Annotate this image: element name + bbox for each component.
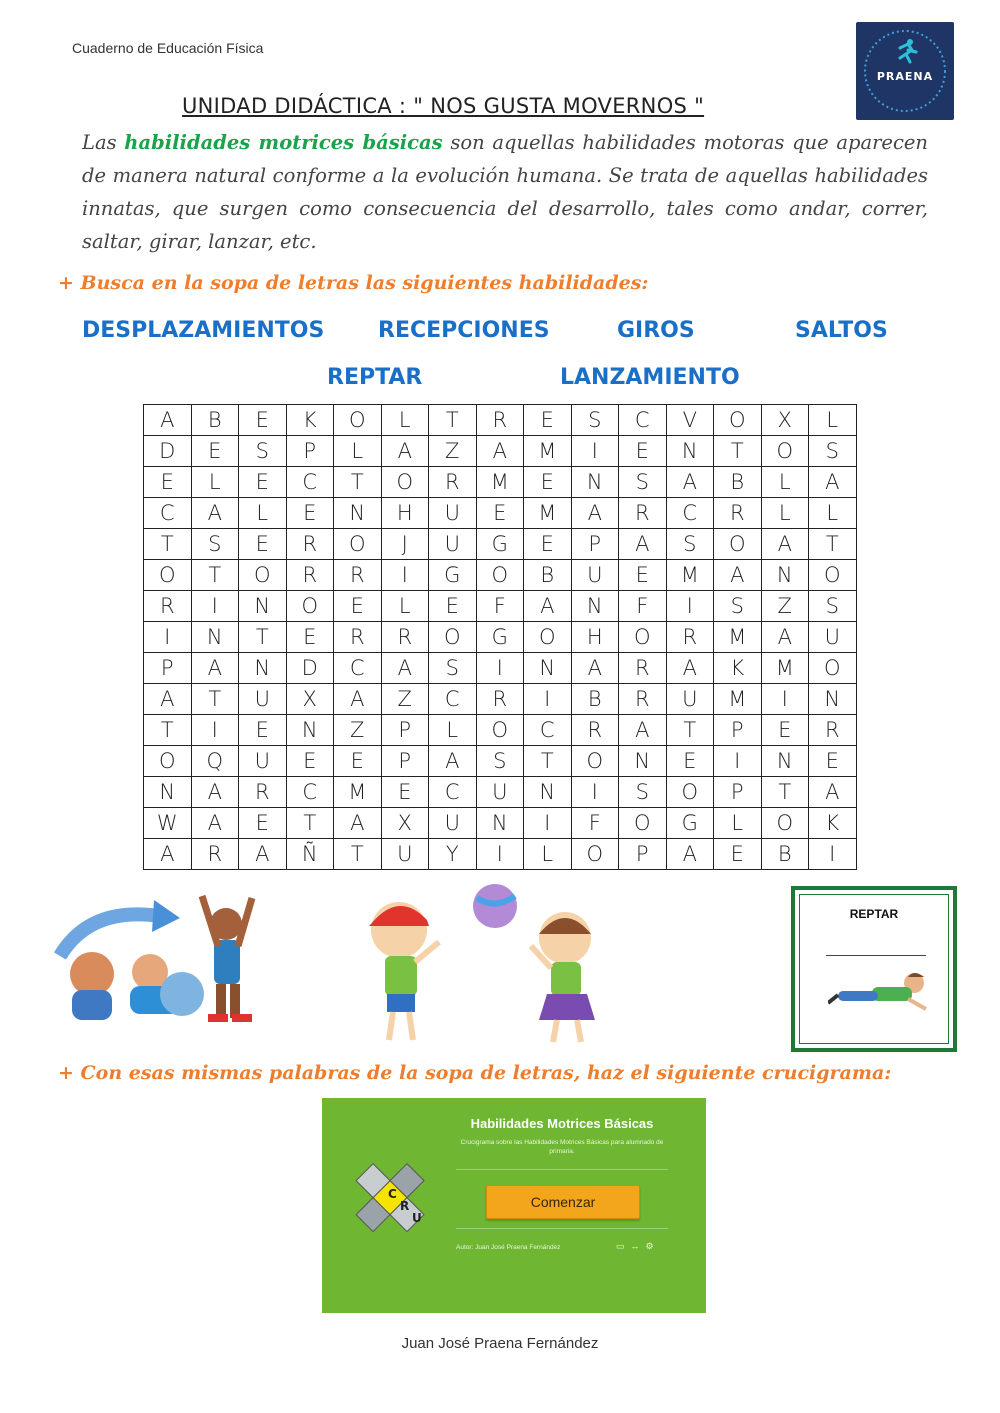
grid-cell[interactable]: U — [381, 839, 429, 870]
grid-cell[interactable]: A — [191, 653, 239, 684]
intro-highlight: habilidades motrices básicas — [124, 131, 443, 154]
grid-cell[interactable]: O — [571, 746, 619, 777]
grid-cell[interactable]: L — [524, 839, 572, 870]
grid-cell[interactable]: A — [619, 529, 667, 560]
grid-cell[interactable]: U — [429, 808, 477, 839]
grid-cell[interactable]: M — [666, 560, 714, 591]
logo-text: PRAENA — [876, 70, 934, 83]
grid-cell[interactable]: P — [571, 529, 619, 560]
grid-cell[interactable]: A — [334, 808, 382, 839]
grid-cell[interactable]: O — [666, 777, 714, 808]
grid-row — [144, 622, 857, 653]
grid-cell[interactable]: M — [524, 498, 572, 529]
grid-cell[interactable]: E — [239, 529, 287, 560]
grid-cell[interactable]: I — [666, 591, 714, 622]
grid-cell[interactable]: E — [239, 808, 287, 839]
grid-cell[interactable]: C — [144, 498, 192, 529]
grid-cell[interactable]: E — [381, 777, 429, 808]
grid-cell[interactable]: T — [191, 684, 239, 715]
grid-cell[interactable]: T — [334, 839, 382, 870]
grid-cell[interactable]: R — [239, 777, 287, 808]
grid-cell[interactable]: S — [619, 467, 667, 498]
grid-cell[interactable]: M — [334, 777, 382, 808]
grid-cell[interactable]: U — [429, 529, 477, 560]
grid-cell[interactable]: E — [286, 622, 334, 653]
logo-letter-c: C — [388, 1187, 397, 1201]
grid-row — [144, 405, 857, 436]
grid-cell[interactable]: U — [476, 777, 524, 808]
grid-cell[interactable]: E — [334, 746, 382, 777]
grid-cell[interactable]: A — [619, 715, 667, 746]
grid-cell[interactable]: K — [714, 653, 762, 684]
grid-cell[interactable]: R — [476, 405, 524, 436]
grid-cell[interactable]: U — [239, 746, 287, 777]
grid-cell[interactable]: A — [666, 653, 714, 684]
widget-divider-bottom — [456, 1228, 668, 1229]
grid-cell[interactable]: A — [666, 839, 714, 870]
grid-cell[interactable]: D — [144, 436, 192, 467]
grid-cell[interactable]: G — [429, 560, 477, 591]
grid-cell[interactable]: E — [286, 498, 334, 529]
grid-cell[interactable]: R — [571, 715, 619, 746]
grid-cell[interactable]: N — [524, 653, 572, 684]
grid-cell[interactable]: E — [524, 467, 572, 498]
grid-cell[interactable]: C — [429, 684, 477, 715]
grid-cell[interactable]: R — [619, 498, 667, 529]
grid-cell[interactable]: S — [714, 591, 762, 622]
grid-cell[interactable]: G — [666, 808, 714, 839]
grid-cell[interactable]: T — [666, 715, 714, 746]
grid-cell[interactable]: A — [191, 808, 239, 839]
grid-cell[interactable]: N — [239, 653, 287, 684]
grid-cell[interactable]: S — [666, 529, 714, 560]
grid-cell[interactable]: O — [286, 591, 334, 622]
grid-cell[interactable]: N — [571, 467, 619, 498]
grid-cell[interactable]: E — [429, 591, 477, 622]
grid-cell[interactable]: O — [619, 622, 667, 653]
grid-cell[interactable]: S — [571, 405, 619, 436]
crawling-child-icon — [828, 969, 938, 1019]
grid-cell[interactable]: P — [381, 746, 429, 777]
word-giros: GIROS — [617, 318, 695, 343]
grid-cell[interactable]: P — [714, 715, 762, 746]
grid-cell[interactable]: E — [666, 746, 714, 777]
grid-row — [144, 498, 857, 529]
unit-title: UNIDAD DIDÁCTICA : " NOS GUSTA MOVERNOS " — [182, 94, 705, 118]
grid-cell[interactable]: O — [524, 622, 572, 653]
grid-cell[interactable]: N — [571, 591, 619, 622]
grid-cell[interactable]: X — [286, 684, 334, 715]
grid-cell[interactable]: O — [809, 560, 857, 591]
grid-cell[interactable]: I — [524, 808, 572, 839]
widget-title: Habilidades Motrices Básicas — [470, 1116, 654, 1131]
grid-cell[interactable]: E — [619, 560, 667, 591]
grid-cell[interactable]: S — [619, 777, 667, 808]
grid-cell[interactable]: R — [334, 560, 382, 591]
grid-cell[interactable]: O — [714, 529, 762, 560]
grid-cell[interactable]: R — [191, 839, 239, 870]
grid-cell[interactable]: R — [619, 653, 667, 684]
grid-cell[interactable]: I — [809, 839, 857, 870]
grid-cell[interactable]: L — [239, 498, 287, 529]
grid-cell[interactable]: O — [619, 808, 667, 839]
grid-row — [144, 436, 857, 467]
reptar-card-label: REPTAR — [849, 907, 899, 921]
crossword-logo-icon — [340, 1144, 450, 1264]
grid-cell[interactable]: E — [524, 405, 572, 436]
grid-cell[interactable]: P — [144, 653, 192, 684]
reptar-card-inner — [799, 894, 949, 1044]
grid-cell[interactable]: X — [761, 405, 809, 436]
grid-cell[interactable]: L — [429, 715, 477, 746]
grid-cell[interactable]: E — [239, 405, 287, 436]
grid-cell[interactable]: T — [239, 622, 287, 653]
grid-cell[interactable]: R — [334, 622, 382, 653]
reptar-card-line — [826, 955, 926, 956]
logo-letter-r: R — [400, 1199, 410, 1213]
grid-cell[interactable]: A — [761, 529, 809, 560]
grid-cell[interactable]: I — [191, 591, 239, 622]
grid-cell[interactable]: A — [809, 467, 857, 498]
grid-cell[interactable]: L — [761, 498, 809, 529]
grid-cell[interactable]: S — [809, 591, 857, 622]
grid-cell[interactable]: L — [381, 405, 429, 436]
grid-cell[interactable]: E — [761, 715, 809, 746]
grid-cell[interactable]: T — [191, 560, 239, 591]
grid-cell[interactable]: X — [381, 808, 429, 839]
grid-cell[interactable]: A — [476, 436, 524, 467]
grid-cell[interactable]: E — [619, 436, 667, 467]
grid-cell[interactable]: U — [571, 560, 619, 591]
grid-cell[interactable]: L — [191, 467, 239, 498]
grid-cell[interactable]: R — [429, 467, 477, 498]
grid-cell[interactable]: T — [144, 529, 192, 560]
grid-cell[interactable]: S — [809, 436, 857, 467]
grid-cell[interactable]: B — [761, 839, 809, 870]
grid-cell[interactable]: N — [619, 746, 667, 777]
instruction-word-search: + Busca en la sopa de letras las siguientes habilidades: — [58, 272, 649, 294]
word-saltos: SALTOS — [795, 318, 888, 343]
grid-cell[interactable]: Y — [429, 839, 477, 870]
grid-cell[interactable]: E — [239, 715, 287, 746]
widget-author: Autor: Juan José Praena Fernández — [456, 1244, 561, 1251]
grid-cell[interactable]: B — [714, 467, 762, 498]
grid-cell[interactable]: E — [524, 529, 572, 560]
grid-row — [144, 529, 857, 560]
grid-cell[interactable]: A — [571, 498, 619, 529]
grid-cell[interactable]: T — [144, 715, 192, 746]
grid-cell[interactable]: A — [144, 405, 192, 436]
grid-cell[interactable]: I — [144, 622, 192, 653]
grid-cell[interactable]: R — [286, 560, 334, 591]
grid-cell[interactable]: F — [571, 808, 619, 839]
settings-icon[interactable]: ⚙ — [645, 1241, 660, 1251]
grid-cell[interactable]: B — [571, 684, 619, 715]
grid-cell[interactable]: A — [714, 560, 762, 591]
grid-row — [144, 715, 857, 746]
grid-cell[interactable]: O — [761, 808, 809, 839]
grid-cell[interactable]: I — [476, 653, 524, 684]
grid-cell[interactable]: L — [334, 436, 382, 467]
grid-cell[interactable]: I — [714, 746, 762, 777]
grid-cell[interactable]: N — [239, 591, 287, 622]
widget-description: Crucigrama sobre las Habilidades Motrices Básicas para alumnado de primaria. — [460, 1139, 664, 1155]
grid-cell[interactable]: N — [761, 560, 809, 591]
grid-cell[interactable]: A — [334, 684, 382, 715]
grid-cell[interactable]: E — [714, 839, 762, 870]
grid-cell[interactable]: O — [144, 746, 192, 777]
grid-cell[interactable]: P — [714, 777, 762, 808]
grid-cell[interactable]: O — [429, 622, 477, 653]
grid-cell[interactable]: O — [809, 653, 857, 684]
grid-cell[interactable]: N — [144, 777, 192, 808]
grid-cell[interactable]: I — [191, 715, 239, 746]
grid-cell[interactable]: R — [714, 498, 762, 529]
grid-cell[interactable]: M — [761, 653, 809, 684]
grid-cell[interactable]: O — [571, 839, 619, 870]
grid-cell[interactable]: E — [809, 746, 857, 777]
grid-cell[interactable]: R — [381, 622, 429, 653]
grid-cell[interactable]: Z — [761, 591, 809, 622]
grid-cell[interactable]: E — [286, 746, 334, 777]
grid-cell[interactable]: T — [809, 529, 857, 560]
grid-cell[interactable]: C — [666, 498, 714, 529]
grid-cell[interactable]: R — [286, 529, 334, 560]
grid-row — [144, 684, 857, 715]
grid-cell[interactable]: S — [191, 529, 239, 560]
grid-cell[interactable]: O — [334, 529, 382, 560]
grid-cell[interactable]: Q — [191, 746, 239, 777]
grid-cell[interactable]: I — [571, 777, 619, 808]
grid-cell[interactable]: I — [571, 436, 619, 467]
grid-cell[interactable]: M — [476, 467, 524, 498]
grid-cell[interactable]: F — [619, 591, 667, 622]
grid-cell[interactable]: A — [809, 777, 857, 808]
grid-cell[interactable]: A — [381, 653, 429, 684]
grid-cell[interactable]: P — [619, 839, 667, 870]
grid-cell[interactable]: A — [239, 839, 287, 870]
grid-cell[interactable]: N — [286, 715, 334, 746]
author-footer: Juan José Praena Fernández — [401, 1335, 599, 1352]
intro-rest: son aquellas habilidades motoras que aparecen de manera natural conforme a la evolución humana. Se trata de aquellas habilidades innatas, que surgen como consecuencia del desarrollo, tales como andar, correr, saltar, girar, lanzar, etc. — [82, 131, 928, 253]
grid-cell[interactable]: A — [381, 436, 429, 467]
grid-cell[interactable]: N — [476, 808, 524, 839]
print-icon[interactable]: ▭ — [616, 1241, 631, 1251]
grid-cell[interactable]: R — [144, 591, 192, 622]
grid-cell[interactable]: G — [476, 529, 524, 560]
grid-cell[interactable]: O — [714, 405, 762, 436]
reptar-card — [791, 886, 957, 1052]
grid-cell[interactable]: Z — [334, 715, 382, 746]
grid-cell[interactable]: N — [334, 498, 382, 529]
share-icon[interactable]: ↔ — [630, 1241, 646, 1251]
grid-cell[interactable]: T — [429, 405, 477, 436]
grid-cell[interactable]: A — [429, 746, 477, 777]
grid-row — [144, 839, 857, 870]
grid-cell[interactable]: K — [286, 405, 334, 436]
grid-row — [144, 808, 857, 839]
grid-cell[interactable]: O — [144, 560, 192, 591]
grid-cell[interactable]: N — [809, 684, 857, 715]
grid-cell[interactable]: L — [381, 591, 429, 622]
grid-cell[interactable]: R — [809, 715, 857, 746]
word-desplazamientos: DESPLAZAMIENTOS — [82, 318, 325, 343]
grid-cell[interactable]: S — [476, 746, 524, 777]
grid-cell[interactable]: O — [381, 467, 429, 498]
grid-cell[interactable]: W — [144, 808, 192, 839]
grid-cell[interactable]: G — [476, 622, 524, 653]
grid-cell[interactable]: N — [666, 436, 714, 467]
grid-row — [144, 746, 857, 777]
word-search-grid — [143, 404, 857, 870]
logo-letter-u: U — [412, 1211, 422, 1225]
grid-row — [144, 653, 857, 684]
grid-cell[interactable]: D — [286, 653, 334, 684]
grid-cell[interactable]: I — [381, 560, 429, 591]
crossword-widget[interactable] — [322, 1098, 706, 1313]
ball-game-illustration — [355, 880, 635, 1045]
grid-cell[interactable]: F — [476, 591, 524, 622]
grid-cell[interactable]: I — [476, 839, 524, 870]
notebook-header: Cuaderno de Educación Física — [72, 40, 264, 56]
grid-cell[interactable]: Z — [381, 684, 429, 715]
word-lanzamiento: LANZAMIENTO — [560, 365, 740, 390]
grid-cell[interactable]: R — [619, 684, 667, 715]
grid-cell[interactable]: C — [429, 777, 477, 808]
grid-cell[interactable]: N — [191, 622, 239, 653]
word-reptar: REPTAR — [327, 365, 423, 390]
intro-paragraph — [82, 126, 928, 258]
grid-cell[interactable]: O — [476, 715, 524, 746]
praena-logo — [856, 22, 954, 120]
grid-row — [144, 560, 857, 591]
grid-cell[interactable]: L — [809, 498, 857, 529]
grid-cell[interactable]: I — [524, 684, 572, 715]
widget-actions — [616, 1241, 660, 1252]
grid-cell[interactable]: E — [476, 498, 524, 529]
grid-cell[interactable]: V — [666, 405, 714, 436]
grid-cell[interactable]: E — [334, 591, 382, 622]
grid-cell[interactable]: J — [381, 529, 429, 560]
grid-cell[interactable]: U — [666, 684, 714, 715]
grid-cell[interactable]: O — [761, 436, 809, 467]
grid-cell[interactable]: H — [381, 498, 429, 529]
grid-cell[interactable]: S — [429, 653, 477, 684]
grid-cell[interactable]: H — [571, 622, 619, 653]
grid-cell[interactable]: O — [476, 560, 524, 591]
grid-row — [144, 591, 857, 622]
grid-cell[interactable]: Z — [429, 436, 477, 467]
grid-cell[interactable]: T — [761, 777, 809, 808]
grid-row — [144, 777, 857, 808]
grid-cell[interactable]: U — [809, 622, 857, 653]
grid-cell[interactable]: A — [191, 498, 239, 529]
rolling-kids-illustration — [50, 886, 265, 1031]
grid-cell[interactable]: N — [524, 777, 572, 808]
grid-cell[interactable]: B — [191, 405, 239, 436]
grid-cell[interactable]: C — [334, 653, 382, 684]
grid-cell[interactable]: M — [524, 436, 572, 467]
grid-cell[interactable]: A — [761, 622, 809, 653]
grid-cell[interactable]: A — [524, 591, 572, 622]
grid-cell[interactable]: E — [239, 467, 287, 498]
grid-cell[interactable]: T — [714, 436, 762, 467]
grid-cell[interactable]: L — [714, 808, 762, 839]
grid-cell[interactable]: T — [286, 808, 334, 839]
grid-cell[interactable]: K — [809, 808, 857, 839]
grid-cell[interactable]: A — [571, 653, 619, 684]
grid-cell[interactable]: T — [524, 746, 572, 777]
grid-cell[interactable]: T — [334, 467, 382, 498]
widget-divider — [456, 1169, 668, 1170]
grid-cell[interactable]: P — [381, 715, 429, 746]
grid-cell[interactable]: O — [239, 560, 287, 591]
word-recepciones: RECEPCIONES — [378, 318, 550, 343]
grid-cell[interactable]: R — [476, 684, 524, 715]
grid-cell[interactable]: A — [191, 777, 239, 808]
grid-cell[interactable]: B — [524, 560, 572, 591]
grid-cell[interactable]: C — [619, 405, 667, 436]
grid-cell[interactable]: E — [191, 436, 239, 467]
instruction-crossword: + Con esas mismas palabras de la sopa de letras, haz el siguiente crucigrama: — [58, 1062, 892, 1084]
grid-row — [144, 467, 857, 498]
grid-cell[interactable]: R — [666, 622, 714, 653]
grid-cell[interactable]: E — [144, 467, 192, 498]
grid-cell[interactable]: C — [286, 467, 334, 498]
grid-cell[interactable]: C — [524, 715, 572, 746]
grid-cell[interactable]: L — [761, 467, 809, 498]
grid-cell[interactable]: L — [809, 405, 857, 436]
grid-cell[interactable]: A — [144, 839, 192, 870]
grid-cell[interactable]: S — [239, 436, 287, 467]
grid-cell[interactable]: M — [714, 622, 762, 653]
grid-cell[interactable]: U — [429, 498, 477, 529]
grid-cell[interactable]: U — [239, 684, 287, 715]
grid-cell[interactable]: C — [286, 777, 334, 808]
grid-cell[interactable]: P — [286, 436, 334, 467]
start-button[interactable]: Comenzar — [486, 1185, 640, 1219]
grid-cell[interactable]: N — [761, 746, 809, 777]
intro-prefix: Las — [82, 131, 125, 154]
grid-cell[interactable]: A — [144, 684, 192, 715]
grid-cell[interactable]: I — [761, 684, 809, 715]
grid-cell[interactable]: Ñ — [286, 839, 334, 870]
grid-cell[interactable]: M — [714, 684, 762, 715]
grid-cell[interactable]: O — [334, 405, 382, 436]
grid-cell[interactable]: A — [666, 467, 714, 498]
